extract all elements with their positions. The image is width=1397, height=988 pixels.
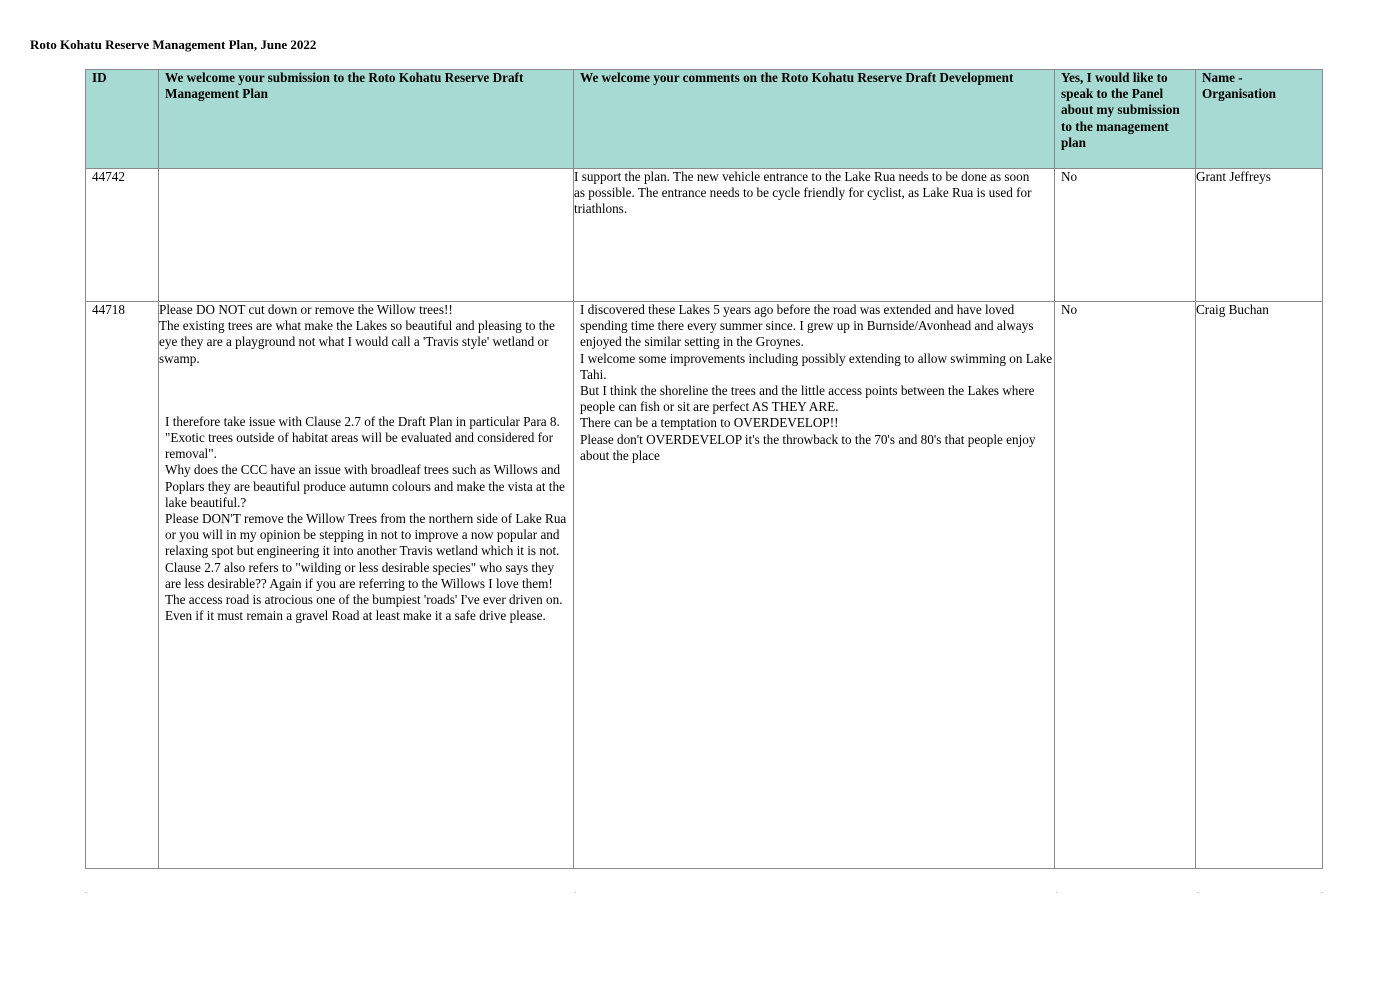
cell-id <box>86 169 159 302</box>
cell-submission <box>159 169 574 302</box>
table-row <box>86 169 1323 302</box>
cell-id-text: 44718 <box>92 302 125 317</box>
cell-submission <box>159 302 574 869</box>
page-mark <box>1056 892 1058 893</box>
cell-name-text: Grant Jeffreys <box>1196 169 1271 184</box>
header-id: ID <box>86 70 159 169</box>
cell-name <box>1196 302 1323 869</box>
cell-comments-text: I discovered these Lakes 5 years ago before the road was extended and have loved spending time there every summer since. I grew up in Burnside/Avonhead and always enjoyed the similar setting in the Groynes. I welcome some improvements including possibly extending to allow swimming on Lake Tahi. But I think the shoreline the trees and the little access points between the Lakes where people can fish or sit are perfect AS THEY ARE. There can be a temptation to OVERDEVELOP!! Please don't OVERDEVELOP it's the throwback to the 70's and 80's that people enjoy about the place <box>580 302 1053 463</box>
page-mark <box>574 892 576 893</box>
cell-name <box>1196 169 1323 302</box>
cell-submission-continued-text: I therefore take issue with Clause 2.7 of the Draft Plan in particular Para 8. "Exotic trees outside of habitat areas will be evaluated and considered for removal". Why does the CCC have an issue with broadleaf trees such as Willows and Poplars they are beautiful produce autumn colours and make the vista at the lake beautiful.? Please DON'T remove the Willow Trees from the northern side of Lake Rua or you will in my opinion be stepping in not to improve a now popular and relaxing spot but engineering it into another Travis wetland which it is not. Clause 2.7 also refers to "wilding or less desirable species" who says they are less desirable?? Again if you are referring to the Willows I love them! The access road is atrocious one of the bumpiest 'roads' I've ever driven on. Even if it must remain a gravel Road at least make it a safe drive please. <box>165 413 567 624</box>
page-mark <box>1321 892 1323 893</box>
cell-comments-text: I support the plan. The new vehicle entrance to the Lake Rua needs to be done as soon as possible. The entrance needs to be cycle friendly for cyclist, as Lake Rua is used for triathlons. <box>574 169 1032 217</box>
page-mark <box>1197 892 1199 893</box>
cell-speak-text: No <box>1061 169 1078 184</box>
cell-comments <box>574 169 1055 302</box>
table-row <box>86 302 1323 869</box>
cell-name-text: Craig Buchan <box>1196 302 1269 317</box>
cell-comments <box>574 302 1055 869</box>
cell-speak <box>1055 169 1196 302</box>
cell-speak-text: No <box>1061 302 1078 317</box>
cell-submission-text: Please DO NOT cut down or remove the Willow trees!! The existing trees are what make the Lakes so beautiful and pleasing to the eye they are a playground not what I would call a 'Travis style' wetland or swamp. <box>159 302 555 366</box>
document-title: Roto Kohatu Reserve Management Plan, June 2022 <box>30 37 317 52</box>
cell-id-text: 44742 <box>92 169 125 184</box>
header-comments: We welcome your comments on the Roto Kohatu Reserve Draft Development <box>574 70 1055 169</box>
header-name: Name - Organisation <box>1196 70 1323 169</box>
cell-id <box>86 302 159 869</box>
submissions-table <box>85 69 1323 869</box>
cell-speak <box>1055 302 1196 869</box>
page-mark <box>85 892 87 893</box>
header-speak: Yes, I would like to speak to the Panel about my submission to the management plan <box>1055 70 1196 169</box>
header-submission: We welcome your submission to the Roto Kohatu Reserve Draft Management Plan <box>159 70 574 169</box>
table-header-row <box>86 70 1323 169</box>
